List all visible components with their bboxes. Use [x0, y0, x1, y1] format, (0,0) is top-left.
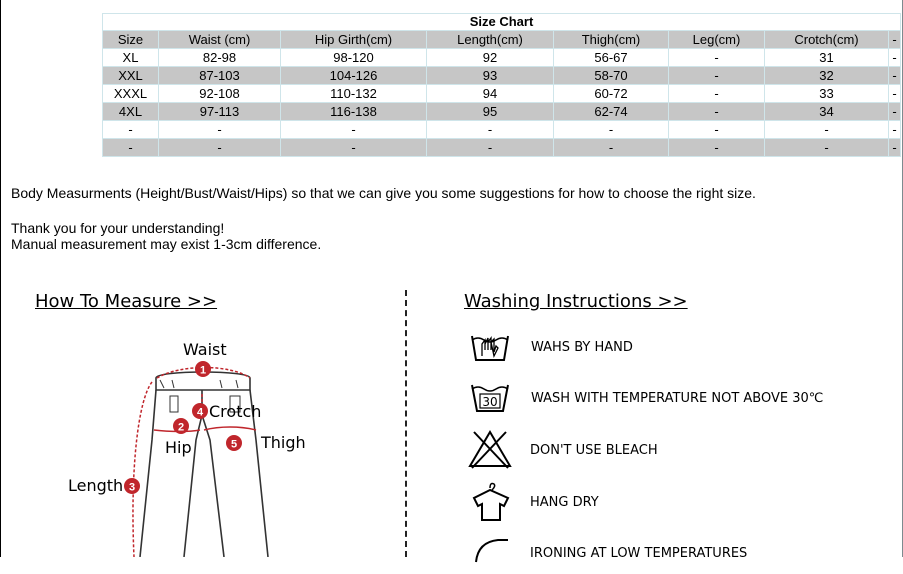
marker-2-number: 2 [177, 421, 185, 434]
table-cell: - [281, 121, 427, 139]
table-cell: 58-70 [554, 67, 669, 85]
iron-low-icon [468, 532, 516, 574]
table-cell: - [889, 85, 901, 103]
table-cell: 32 [765, 67, 889, 85]
table-cell: - [159, 121, 281, 139]
table-cell: - [554, 139, 669, 157]
table-cell: 31 [765, 49, 889, 67]
table-cell: - [103, 121, 159, 139]
wash-temp-text: 30 [482, 395, 498, 409]
table-header-cell: Leg(cm) [669, 31, 765, 49]
table-header-cell: Waist (cm) [159, 31, 281, 49]
waist-label: Waist [183, 340, 227, 359]
table-cell: - [427, 121, 554, 139]
thigh-label: Thigh [261, 433, 306, 452]
table-header-cell: Length(cm) [427, 31, 554, 49]
hip-label: Hip [165, 438, 192, 457]
washing-instructions-title: Washing Instructions >> [464, 291, 688, 312]
thank-you-note: Thank you for your understanding! [11, 220, 225, 236]
table-cell: - [889, 121, 901, 139]
wash-item-label: DON'T USE BLEACH [530, 443, 658, 458]
wash-item-label: HANG DRY [530, 495, 599, 510]
table-header-cell: Crotch(cm) [765, 31, 889, 49]
wash-item-label: WASH WITH TEMPERATURE NOT ABOVE 30℃ [531, 391, 824, 406]
table-cell: XXXL [103, 85, 159, 103]
marker-4 [192, 403, 208, 419]
table-cell: 104-126 [281, 67, 427, 85]
marker-1 [195, 361, 211, 377]
manual-measurement-note: Manual measurement may exist 1-3cm difference. [11, 236, 322, 252]
table-cell: - [669, 67, 765, 85]
no-bleach-icon [468, 428, 516, 470]
table-cell: - [427, 139, 554, 157]
table-cell: - [103, 139, 159, 157]
table-cell: - [669, 139, 765, 157]
table-cell: - [889, 139, 901, 157]
table-cell: 94 [427, 85, 554, 103]
body-measurements-note: Body Measurments (Height/Bust/Waist/Hips) so that we can give you some suggestions for how to choose the right size. [11, 185, 756, 201]
table-cell: - [669, 103, 765, 121]
hang-dry-icon [468, 480, 516, 522]
wash-item-label: IRONING AT LOW TEMPERATURES [530, 546, 748, 561]
table-cell: - [554, 121, 669, 139]
table-cell: 95 [427, 103, 554, 121]
table-cell: 92-108 [159, 85, 281, 103]
table-cell: 60-72 [554, 85, 669, 103]
table-cell: 33 [765, 85, 889, 103]
table-header-cell: Size [103, 31, 159, 49]
marker-5 [226, 435, 242, 451]
crotch-label: Crotch [209, 402, 262, 421]
table-cell: - [669, 49, 765, 67]
table-cell: - [669, 121, 765, 139]
size-chart-title: Size Chart [103, 14, 901, 31]
table-cell: 87-103 [159, 67, 281, 85]
marker-1-number: 1 [199, 364, 207, 377]
hand-wash-icon [468, 326, 516, 368]
table-cell: - [281, 139, 427, 157]
marker-3 [124, 478, 140, 494]
marker-4-number: 4 [196, 406, 204, 419]
table-cell: 116-138 [281, 103, 427, 121]
table-cell: - [669, 85, 765, 103]
marker-3-number: 3 [128, 481, 136, 494]
how-to-measure-title: How To Measure >> [35, 291, 218, 312]
wash-30-icon [468, 377, 516, 419]
table-cell: 82-98 [159, 49, 281, 67]
length-label: Length [68, 476, 124, 495]
table-header-cell: - [889, 31, 901, 49]
table-header-cell: Hip Girth(cm) [281, 31, 427, 49]
table-cell: - [765, 121, 889, 139]
table-cell: 34 [765, 103, 889, 121]
table-cell: 110-132 [281, 85, 427, 103]
table-cell: - [889, 103, 901, 121]
table-cell: 93 [427, 67, 554, 85]
marker-2 [173, 418, 189, 434]
table-cell: - [889, 67, 901, 85]
table-cell: - [765, 139, 889, 157]
section-divider [405, 290, 407, 557]
table-cell: 97-113 [159, 103, 281, 121]
table-cell: 92 [427, 49, 554, 67]
wash-item-label: WAHS BY HAND [531, 340, 633, 355]
table-header-cell: Thigh(cm) [554, 31, 669, 49]
marker-5-number: 5 [230, 438, 238, 451]
table-cell: - [159, 139, 281, 157]
table-cell: XXL [103, 67, 159, 85]
table-cell: 4XL [103, 103, 159, 121]
table-cell: 56-67 [554, 49, 669, 67]
table-cell: 62-74 [554, 103, 669, 121]
table-cell: XL [103, 49, 159, 67]
table-cell: 98-120 [281, 49, 427, 67]
table-cell: - [889, 49, 901, 67]
